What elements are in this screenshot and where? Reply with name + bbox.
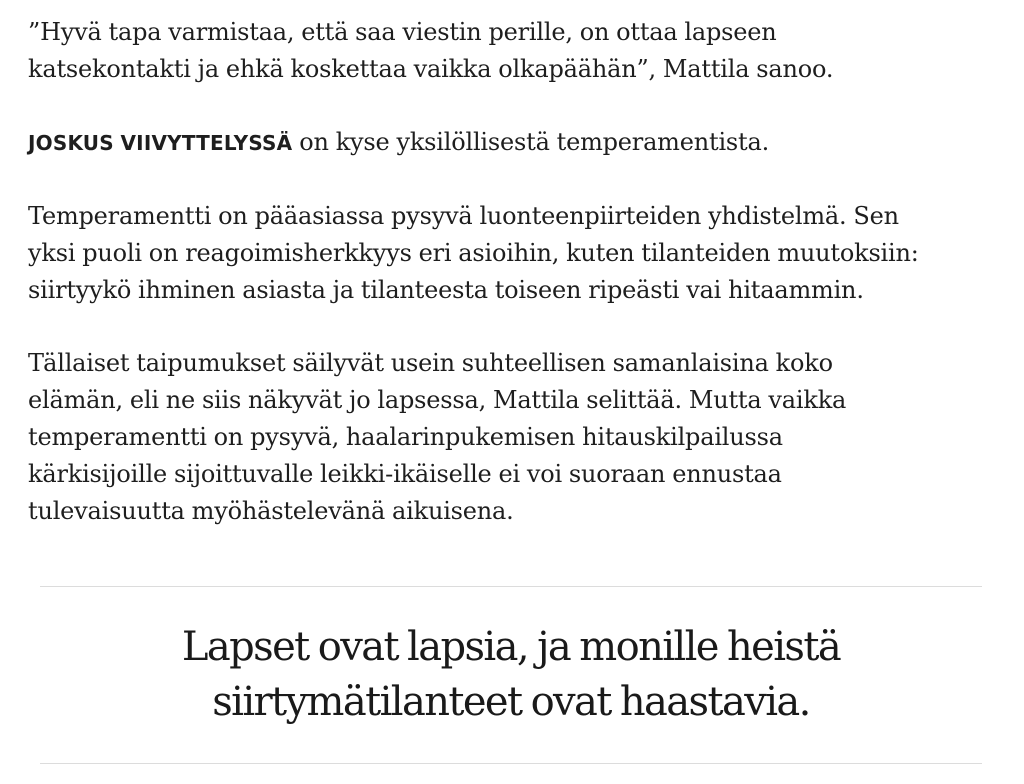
paragraph-lead-text: on kyse yksilöllisestä temperamentista.	[292, 128, 770, 156]
paragraph-line: Temperamentti on pääasiassa pysyvä luonteenpiirteiden yhdistelmä. Sen	[28, 202, 899, 230]
article-paragraph-lead	[28, 124, 1003, 162]
paragraph-line: tulevaisuutta myöhästelevänä aikuisena.	[28, 497, 514, 525]
paragraph-line: Tällaiset taipumukset säilyvät usein suhteellisen samanlaisina koko	[28, 349, 833, 377]
paragraph-line: temperamentti on pysyvä, haalarinpukemisen hitauskilpailussa	[28, 423, 783, 451]
article-paragraph-temperament	[28, 198, 1003, 309]
pullquote-top-divider	[40, 586, 982, 587]
pullquote-line: siirtymätilanteet ovat haastavia.	[212, 679, 810, 725]
paragraph-line: elämän, eli ne siis näkyvät jo lapsessa, Mattila selittää. Mutta vaikka	[28, 386, 847, 414]
paragraph-line: siirtyykö ihminen asiasta ja tilanteesta toiseen ripeästi vai hitaammin.	[28, 276, 864, 304]
article-paragraph-quote	[28, 14, 1003, 88]
paragraph-line: ”Hyvä tapa varmistaa, että saa viestin perille, on ottaa lapseen	[28, 18, 777, 46]
pullquote-line: Lapset ovat lapsia, ja monille heistä	[181, 624, 841, 670]
paragraph-lead-caps: JOSKUS VIIVYTTELYSSÄ	[28, 131, 293, 155]
paragraph-line: yksi puoli on reagoimisherkkyys eri asioihin, kuten tilanteiden muutoksiin:	[28, 239, 919, 267]
pullquote	[40, 620, 982, 730]
paragraph-line: katsekontakti ja ehkä koskettaa vaikka olkapäähän”, Mattila sanoo.	[28, 55, 834, 83]
article-paragraph-tendencies	[28, 345, 1003, 530]
article-body	[28, 14, 1003, 566]
pullquote-bottom-divider	[40, 763, 982, 764]
paragraph-line: kärkisijoille sijoittuvalle leikki-ikäiselle ei voi suoraan ennustaa	[28, 460, 782, 488]
